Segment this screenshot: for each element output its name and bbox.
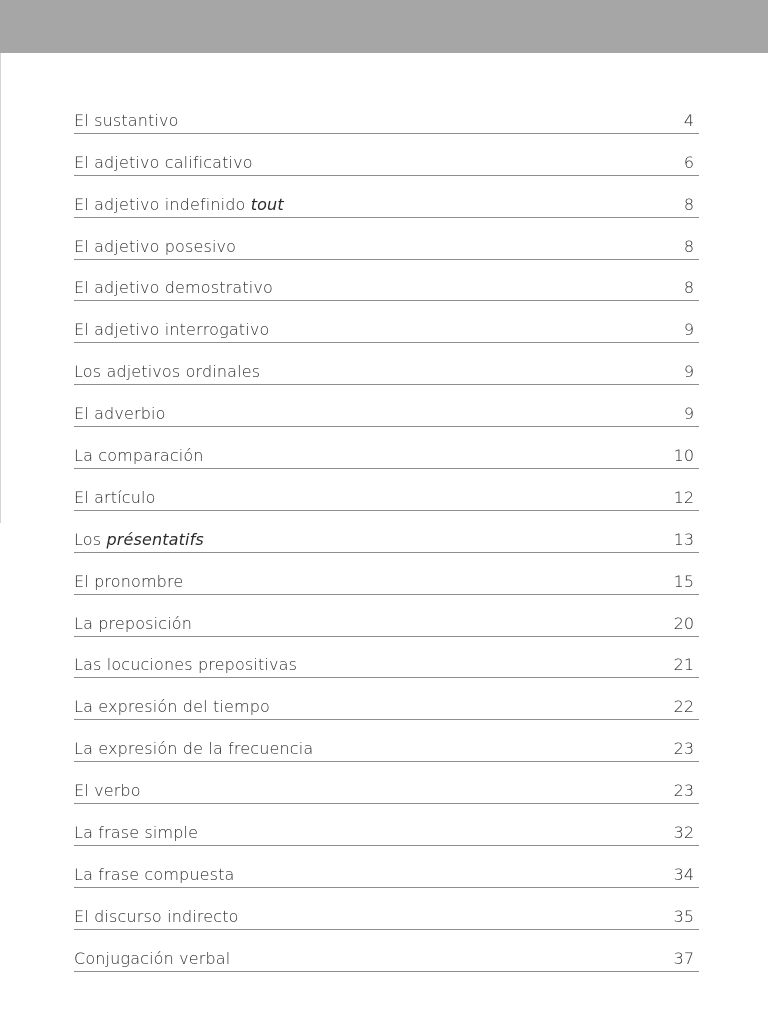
toc-entry-title-text: La frase simple [74,823,199,843]
toc-entry[interactable] [74,720,699,762]
toc-entry[interactable] [74,134,699,176]
toc-entry-title-text: La comparación [74,446,204,466]
toc-entry-title [74,362,260,381]
toc-entry-title-text: El sustantivo [74,110,179,130]
toc-entry[interactable] [74,92,699,134]
toc-entry-title-italic: présentatifs [106,529,204,549]
toc-entry[interactable] [74,553,699,595]
toc-entry-title-text: Los adjetivos ordinales [74,362,261,382]
toc-entry-page-number: 10 [673,446,694,466]
toc-entry[interactable] [74,888,699,930]
toc-entry-page-number: 9 [683,362,694,382]
toc-entry-page-number: 20 [673,613,694,633]
toc-entry[interactable] [74,385,699,427]
toc-entry-page-number: 15 [673,571,694,591]
toc-entry[interactable] [74,218,699,260]
toc-entry[interactable] [74,846,699,888]
toc-entry-title [74,907,239,926]
toc-entry-title-italic: tout [250,194,284,214]
toc-entry-title-text: El verbo [74,781,141,801]
toc-entry-page-number: 22 [673,697,694,717]
toc-entry[interactable] [74,637,699,679]
toc-entry-title [74,949,230,968]
toc-entry-page-number: 21 [673,655,694,675]
table-of-contents [74,92,699,972]
toc-entry-page-number: 6 [683,152,694,172]
toc-entry-title-text: Los [74,529,107,549]
toc-entry-title-text: El adjetivo interrogativo [74,320,270,340]
toc-entry[interactable] [74,469,699,511]
toc-entry-title [74,237,236,256]
toc-entry[interactable] [74,930,699,972]
toc-entry-title-text: La preposición [74,613,193,633]
toc-entry-title [74,530,204,549]
toc-entry-title-text: La expresión del tiempo [74,697,270,717]
toc-entry-title [74,781,141,800]
toc-entry-title [74,446,204,465]
toc-entry[interactable] [74,678,699,720]
header-band [0,0,768,53]
toc-entry[interactable] [74,595,699,637]
toc-entry[interactable] [74,762,699,804]
toc-entry-page-number: 23 [673,739,694,759]
toc-entry-title-text: El adjetivo demostrativo [74,278,273,298]
toc-entry[interactable] [74,176,699,218]
toc-entry-title-text: La frase compuesta [74,864,235,884]
toc-entry-title [74,404,166,423]
toc-entry-title-text: Conjugación verbal [74,948,231,968]
toc-entry-title [74,614,192,633]
toc-entry-page-number: 37 [673,948,694,968]
toc-entry-title-text: El artículo [74,487,156,507]
toc-entry-page-number: 23 [673,781,694,801]
toc-entry-page-number: 8 [683,278,694,298]
toc-entry[interactable] [74,427,699,469]
toc-entry-page-number: 13 [673,529,694,549]
toc-entry-title-text: El adjetivo indefinido [74,194,251,214]
toc-entry-title [74,823,198,842]
toc-entry-title [74,739,313,758]
toc-entry-page-number: 34 [673,864,694,884]
toc-entry-page-number: 12 [673,487,694,507]
toc-entry-page-number: 35 [673,906,694,926]
toc-entry-page-number: 4 [683,110,694,130]
toc-entry-title-text: El pronombre [74,571,184,591]
toc-entry[interactable] [74,804,699,846]
toc-entry-title [74,697,270,716]
toc-entry-page-number: 32 [673,823,694,843]
toc-entry-page-number: 8 [683,236,694,256]
toc-entry[interactable] [74,511,699,553]
toc-entry-title [74,865,235,884]
toc-entry-title [74,572,183,591]
toc-entry-title [74,488,156,507]
toc-entry-title-text: El adjetivo calificativo [74,152,253,172]
toc-entry-title-text: Las locuciones prepositivas [74,655,298,675]
toc-entry-title [74,278,273,297]
toc-entry-title-text: El adjetivo posesivo [74,236,237,256]
toc-entry-title-text: La expresión de la frecuencia [74,739,314,759]
toc-entry-title [74,111,179,130]
toc-entry-title [74,195,284,214]
toc-entry[interactable] [74,343,699,385]
page-edge-line [0,53,1,523]
toc-entry-page-number: 9 [683,320,694,340]
toc-entry-page-number: 8 [683,194,694,214]
toc-entry-title-text: El adverbio [74,404,166,424]
toc-entry-page-number: 9 [683,404,694,424]
toc-entry-title [74,320,269,339]
toc-entry-title [74,655,297,674]
toc-entry[interactable] [74,260,699,302]
toc-entry-title-text: El discurso indirecto [74,906,239,926]
toc-entry-title [74,153,253,172]
toc-entry[interactable] [74,301,699,343]
